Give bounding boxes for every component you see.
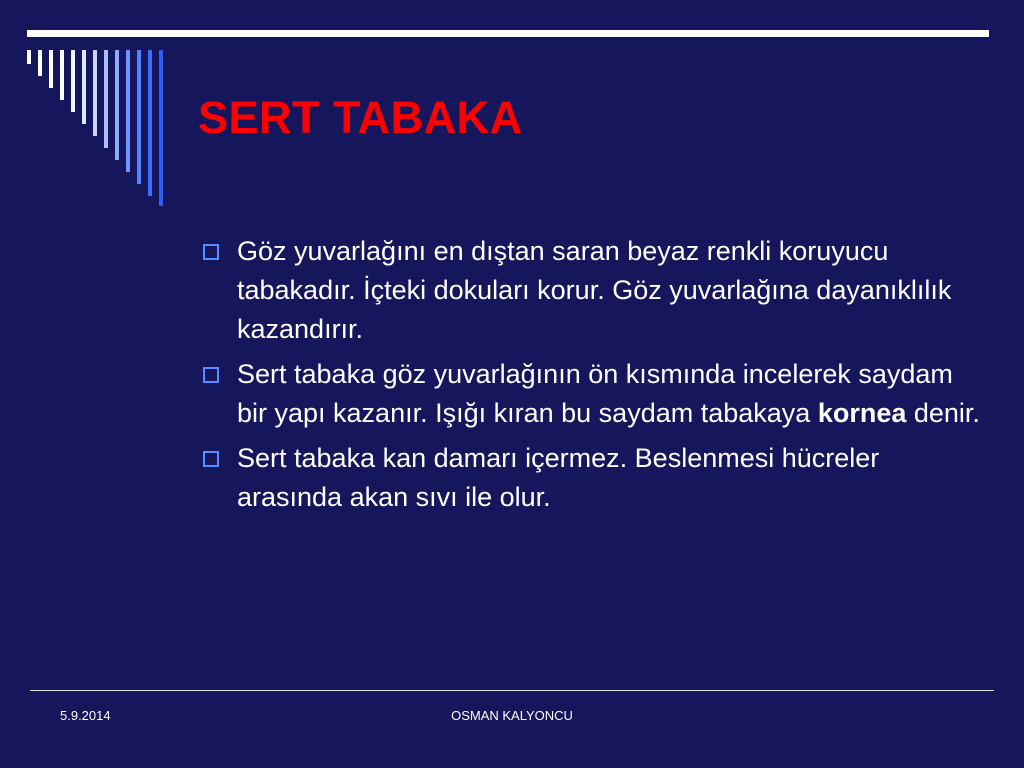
footer-date: 5.9.2014: [60, 708, 111, 723]
footer-author: OSMAN KALYONCU: [451, 708, 573, 723]
stripe-1: [27, 50, 31, 64]
stripe-7: [93, 50, 97, 136]
stripe-4: [60, 50, 64, 100]
stripe-6: [82, 50, 86, 124]
hollow-square-bullet-icon: [203, 244, 219, 260]
stripe-12: [148, 50, 152, 196]
bold-term: kornea: [817, 398, 907, 428]
stripe-2: [38, 50, 42, 76]
bullet-text: Sert tabaka kan damarı içermez. Beslenmesi hücreler arasında akan sıvı ile olur.: [237, 443, 880, 512]
bullet-item: [200, 439, 990, 517]
decorative-stripes: [0, 0, 200, 220]
stripe-8: [104, 50, 108, 148]
hollow-square-bullet-icon: [203, 367, 219, 383]
slide-title: SERT TABAKA: [198, 92, 523, 143]
bullet-text-end: denir.: [906, 398, 980, 428]
footer-divider: [30, 690, 994, 691]
stripe-11: [137, 50, 141, 184]
stripe-3: [49, 50, 53, 88]
stripe-10: [126, 50, 130, 172]
bullet-text: Sert tabaka göz yuvarlağının ön kısmında incelerek saydam bir yapı kazanır. Işığı kıran bu saydam tabakaya: [237, 359, 953, 428]
hollow-square-bullet-icon: [203, 451, 219, 467]
bullet-item: [200, 232, 990, 349]
bullet-text: Göz yuvarlağını en dıştan saran beyaz renkli koruyucu tabakadır. İçteki dokuları korur. Göz yuvarlağına dayanıklılık kazandırır.: [237, 236, 952, 344]
stripe-5: [71, 50, 75, 112]
bullet-item: [200, 355, 990, 433]
stripe-9: [115, 50, 119, 160]
bullet-list: [200, 232, 990, 523]
stripe-13: [159, 50, 163, 206]
